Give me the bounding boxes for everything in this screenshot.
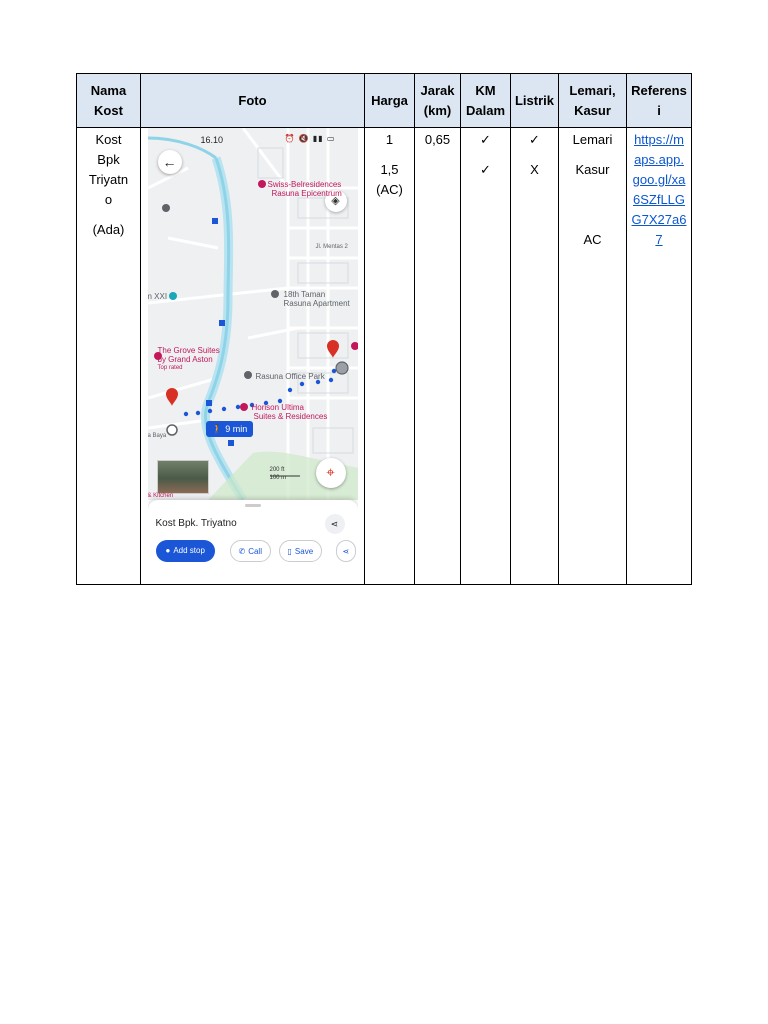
- kost-table: [76, 73, 692, 585]
- table-row: [77, 128, 692, 585]
- maps-screenshot: [148, 128, 358, 584]
- header-jarak: Jarak (km): [415, 74, 461, 128]
- map-label-taman: 18th Taman: [283, 290, 326, 299]
- layers-icon[interactable]: ◈: [325, 190, 347, 212]
- cell-km-dalam: [461, 128, 511, 585]
- header-foto: Foto: [141, 74, 365, 128]
- harga-value: 1,5: [380, 162, 399, 177]
- kasur-value: Kasur: [575, 162, 610, 177]
- map-label-taman-2: Rasuna Apartment: [283, 299, 350, 308]
- lemari-value: Lemari: [572, 132, 613, 147]
- reference-link[interactable]: https://maps.app.goo.gl/xa6SZfLLGG7X27a67: [631, 132, 687, 247]
- nama-line: o: [104, 192, 113, 207]
- phone-icon: ✆: [238, 547, 246, 556]
- map-label-baya: a Baya: [147, 433, 167, 439]
- header-km-dalam: KM Dalam: [461, 74, 511, 128]
- nama-line: Kost: [95, 132, 122, 147]
- table-header-row: [77, 74, 692, 128]
- status-icons: ⏰ 🔇 ▮▮ ▭: [284, 134, 336, 143]
- place-name: Kost Bpk. Triyatno: [155, 518, 237, 529]
- place-bottom-sheet: [148, 500, 358, 584]
- availability-status: (Ada): [92, 222, 125, 237]
- map-label-grove-3: Top rated: [157, 365, 183, 371]
- cell-foto: [141, 128, 365, 585]
- call-label: Call: [248, 547, 262, 556]
- map-label-swiss: Swiss-Belresidences: [267, 180, 342, 189]
- save-label: Save: [294, 547, 314, 556]
- map-label-xxi: n XXI: [147, 292, 168, 301]
- harga-note: (AC): [376, 182, 403, 197]
- map-label-grove: The Grove Suites: [157, 346, 220, 355]
- back-arrow-icon[interactable]: ←: [158, 150, 182, 174]
- jarak-value: 0,65: [424, 132, 451, 147]
- cell-listrik: [511, 128, 559, 585]
- nama-line: Bpk: [97, 152, 120, 167]
- listrik-x: X: [530, 162, 539, 177]
- my-location-icon[interactable]: ⌖: [316, 458, 346, 488]
- map-label-grove-2: by Grand Aston: [157, 355, 213, 364]
- check-icon: ✓: [529, 132, 540, 147]
- walk-duration-text: 9 min: [225, 424, 248, 434]
- walk-duration-badge[interactable]: [206, 421, 254, 437]
- map-label-horison-2: Suites & Residences: [253, 412, 328, 421]
- bookmark-icon: ▯: [287, 547, 292, 556]
- map-label-mentas: Jl. Mentas 2: [315, 244, 348, 250]
- ac-value: AC: [583, 232, 602, 247]
- cell-nama-kost: [77, 128, 141, 585]
- status-time: 16.10: [200, 135, 224, 145]
- sheet-drag-handle[interactable]: [245, 504, 261, 507]
- save-button[interactable]: [279, 540, 323, 562]
- nama-line: Triyatn: [88, 172, 129, 187]
- map-label-swiss-2: Rasuna Epicentrum: [271, 189, 342, 198]
- map-label-kitchen: & Kitchen: [147, 493, 174, 499]
- cell-jarak: [415, 128, 461, 585]
- header-lemari-kasur: Lemari, Kasur: [559, 74, 627, 128]
- header-harga: Harga: [365, 74, 415, 128]
- map-label-rasuna-office: Rasuna Office Park: [255, 372, 325, 381]
- header-listrik: Listrik: [511, 74, 559, 128]
- add-stop-button[interactable]: [156, 540, 215, 562]
- header-referensi: Referens i: [627, 74, 692, 128]
- share-small-icon: ⋖: [342, 547, 350, 556]
- more-share-button[interactable]: [336, 540, 357, 562]
- place-photo-thumbnail[interactable]: [157, 460, 209, 494]
- map-label-horison: Horison Ultima: [251, 403, 304, 412]
- map-scale: [270, 466, 287, 482]
- add-stop-label: Add stop: [173, 546, 205, 555]
- call-button[interactable]: [230, 540, 271, 562]
- share-icon[interactable]: ⋖: [325, 514, 345, 534]
- cell-referensi: [627, 128, 692, 585]
- map-view[interactable]: [148, 128, 358, 500]
- check-icon: ✓: [480, 132, 491, 147]
- cell-lemari-kasur: [559, 128, 627, 585]
- cell-harga: [365, 128, 415, 585]
- location-pin-icon: ●: [165, 546, 171, 555]
- header-nama-kost: Nama Kost: [77, 74, 141, 128]
- scale-ft: 200 ft: [269, 467, 285, 473]
- walking-person-icon: 🚶: [211, 424, 223, 434]
- harga-value: 1: [385, 132, 394, 147]
- check-icon: ✓: [480, 162, 491, 177]
- scale-m: 100 m: [269, 475, 287, 481]
